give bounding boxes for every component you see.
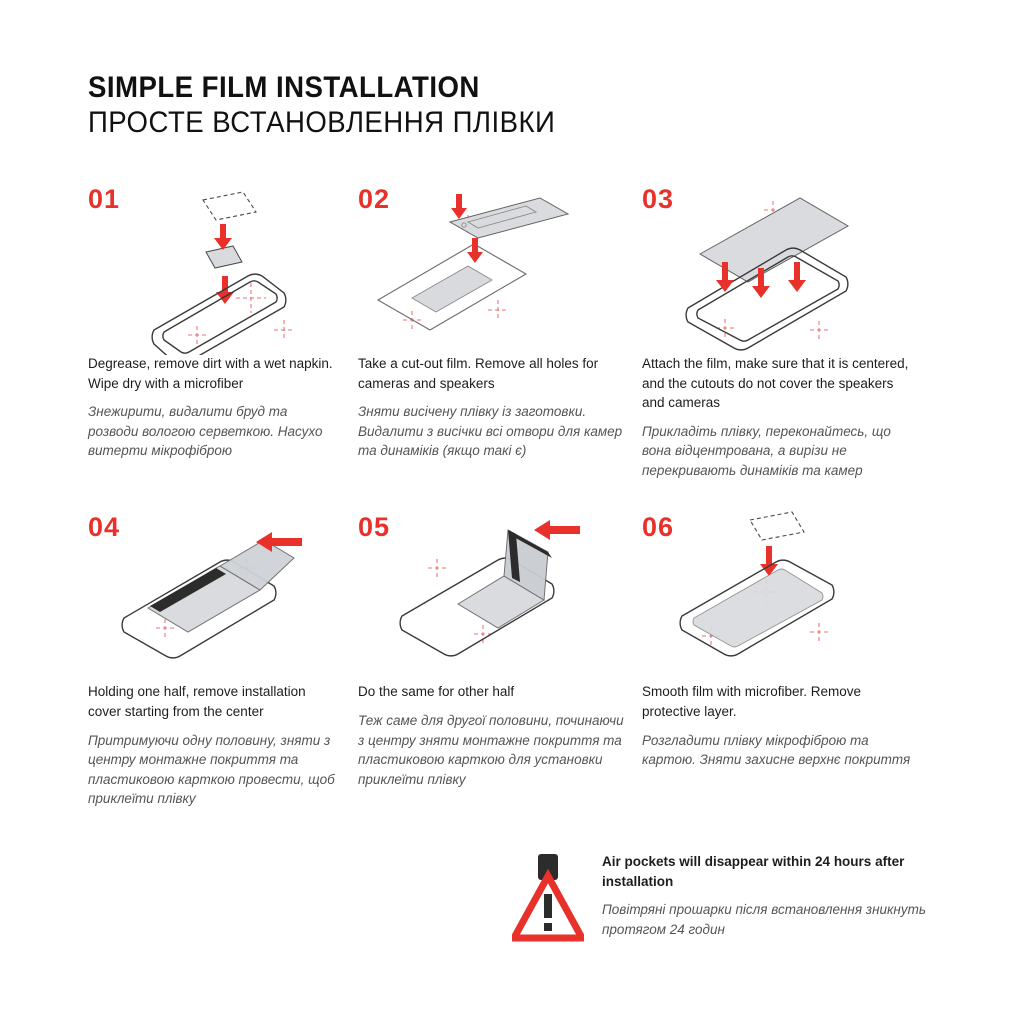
step-04 (88, 508, 358, 808)
step-text-en: Do the same for other half (358, 684, 515, 700)
step-06 (642, 508, 936, 808)
warning-triangle-icon (512, 850, 584, 947)
step-number: 05 (358, 512, 391, 543)
step-text-uk: Зняти висічену плівку із заготовки. Видалити з висічки всі отвори для камер та динаміків (якщо такі є) (358, 404, 623, 459)
step-number: 03 (642, 184, 675, 214)
peel-other-half-icon (358, 508, 624, 678)
step-text-uk: Притримуючи одну половину, зняти з центру монтажне покриття та пластиковою карткою провести, щоб приклеїти плівку (88, 732, 335, 807)
step-text-en: Degrease, remove dirt with a wet napkin. Wipe dry with a microfiber (88, 356, 333, 391)
step-text-uk: Розгладити плівку мікрофіброю та картою. Зняти захисне верхнє покриття (642, 732, 911, 768)
step-05 (358, 508, 642, 808)
steps-grid (88, 180, 936, 809)
footer-note (512, 848, 942, 947)
step-number: 06 (642, 512, 675, 543)
step-text-en: Take a cut-out film. Remove all holes for cameras and speakers (358, 356, 599, 391)
step-01 (88, 180, 358, 480)
step-number: 01 (88, 184, 121, 214)
step-number: 04 (88, 512, 121, 543)
footer-text-uk: Повітряні прошарки після встановлення зникнуть протягом 24 годин (602, 902, 926, 937)
step-03 (642, 180, 936, 480)
step-text-en: Smooth film with microfiber. Remove protective layer. (642, 684, 862, 719)
step-text-uk: Теж саме для другої половини, починаючи з центру зняти монтажне покриття та пластиковою карткою для установки приклеїти плівку (358, 712, 624, 787)
step-text-uk: Прикладіть плівку, переконайтесь, що вона відцентрована, а вирізи не перекривають динаміків та камер (642, 423, 891, 478)
phone-wipe-napkin-icon (88, 180, 340, 350)
page-title-en: SIMPLE FILM INSTALLATION (88, 71, 480, 104)
step-text-en: Attach the film, make sure that it is centered, and the cutouts do not cover the speakers and cameras (642, 356, 909, 411)
step-02 (358, 180, 642, 480)
step-text-en: Holding one half, remove installation cover starting from the center (88, 684, 306, 719)
step-number: 02 (358, 184, 391, 214)
peel-half-cover-icon (88, 508, 340, 678)
footer-text-en: Air pockets will disappear within 24 hours after installation (602, 854, 905, 889)
smooth-microfiber-icon (642, 508, 918, 678)
page-title-uk: ПРОСТЕ ВСТАНОВЛЕННЯ ПЛІВКИ (88, 105, 556, 139)
film-attach-centered-icon (642, 180, 918, 350)
step-text-uk: Знежирити, видалити бруд та розводи вологою серветкою. Насухо витерти мікрофіброю (88, 404, 323, 459)
film-cutout-icon (358, 180, 624, 350)
header (88, 72, 868, 140)
